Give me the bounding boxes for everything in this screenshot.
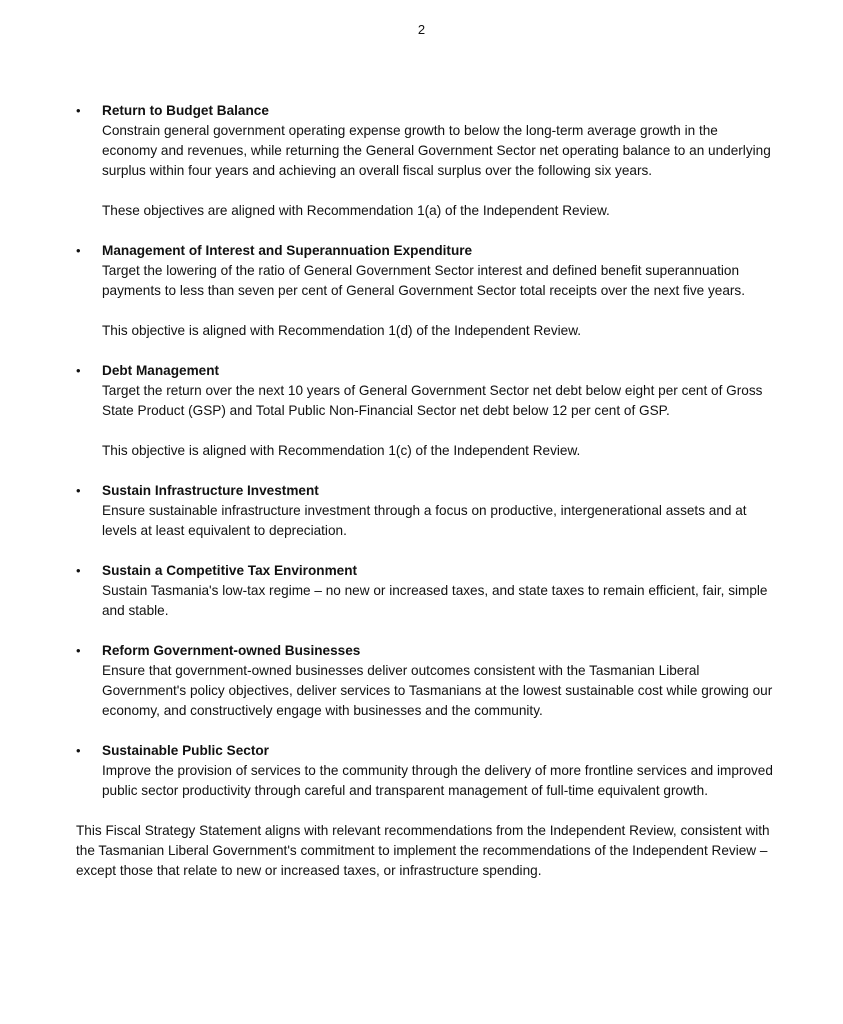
objective-heading: Sustain a Competitive Tax Environment (102, 563, 358, 578)
bullet-icon: • (76, 103, 81, 118)
objective-heading: Management of Interest and Superannuation Expenditure (102, 243, 473, 258)
objective-government-owned-businesses (76, 641, 776, 721)
objective-body: Constrain general government operating expense growth to below the long-term average growth in the economy and revenues, while returning the General Government Sector net operating balance to an underlying surplus within four years and achieving an overall fiscal surplus over the following six years. (102, 123, 771, 178)
objective-heading: Sustainable Public Sector (102, 743, 269, 758)
objective-heading: Reform Government-owned Businesses (102, 643, 361, 658)
objective-heading: Sustain Infrastructure Investment (102, 483, 319, 498)
objective-debt-management (76, 361, 776, 461)
objective-body: Sustain Tasmania's low-tax regime – no new or increased taxes, and state taxes to remain efficient, fair, simple and stable. (102, 583, 768, 618)
bullet-icon: • (76, 483, 81, 498)
page-number: 2 (417, 22, 426, 37)
closing-paragraph: This Fiscal Strategy Statement aligns with relevant recommendations from the Independent Review, consistent with the Tasmanian Liberal Government's commitment to implement the recommendations of the Independent Review – except those that relate to new or increased taxes, or infrastructure spending. (76, 823, 770, 878)
bullet-icon: • (76, 743, 81, 758)
bullet-icon: • (76, 643, 81, 658)
objective-interest-superannuation (76, 241, 776, 341)
objective-note: These objectives are aligned with Recommendation 1(a) of the Independent Review. (102, 203, 610, 218)
objective-heading: Debt Management (102, 363, 220, 378)
objective-note: This objective is aligned with Recommendation 1(d) of the Independent Review. (102, 323, 582, 338)
document-body (76, 101, 776, 895)
objective-body: Ensure sustainable infrastructure investment through a focus on productive, intergenerational assets and at levels at least equivalent to depreciation. (102, 503, 747, 538)
objective-infrastructure-investment (76, 481, 776, 541)
objective-body: Target the return over the next 10 years of General Government Sector net debt below eight per cent of Gross State Product (GSP) and Total Public Non-Financial Sector net debt below 12 per cent of GSP. (102, 383, 763, 418)
objective-body: Ensure that government-owned businesses deliver outcomes consistent with the Tasmanian Liberal Government's policy objectives, deliver services to Tasmanians at the lowest sustainable cost while growing our economy, and constructively engage with businesses and the community. (102, 663, 773, 718)
objective-return-to-budget-balance (76, 101, 776, 221)
bullet-icon: • (76, 243, 81, 258)
bullet-icon: • (76, 563, 81, 578)
objective-sustainable-public-sector (76, 741, 776, 801)
objective-competitive-tax (76, 561, 776, 621)
bullet-icon: • (76, 363, 81, 378)
objective-note: This objective is aligned with Recommendation 1(c) of the Independent Review. (102, 443, 581, 458)
objective-body: Improve the provision of services to the community through the delivery of more frontline services and improved public sector productivity through careful and transparent management of full-time equivalent growth. (102, 763, 773, 798)
objective-heading: Return to Budget Balance (102, 103, 269, 118)
objective-body: Target the lowering of the ratio of General Government Sector interest and defined benefit superannuation payments to less than seven per cent of General Government Sector total receipts over the next five years. (102, 263, 746, 298)
